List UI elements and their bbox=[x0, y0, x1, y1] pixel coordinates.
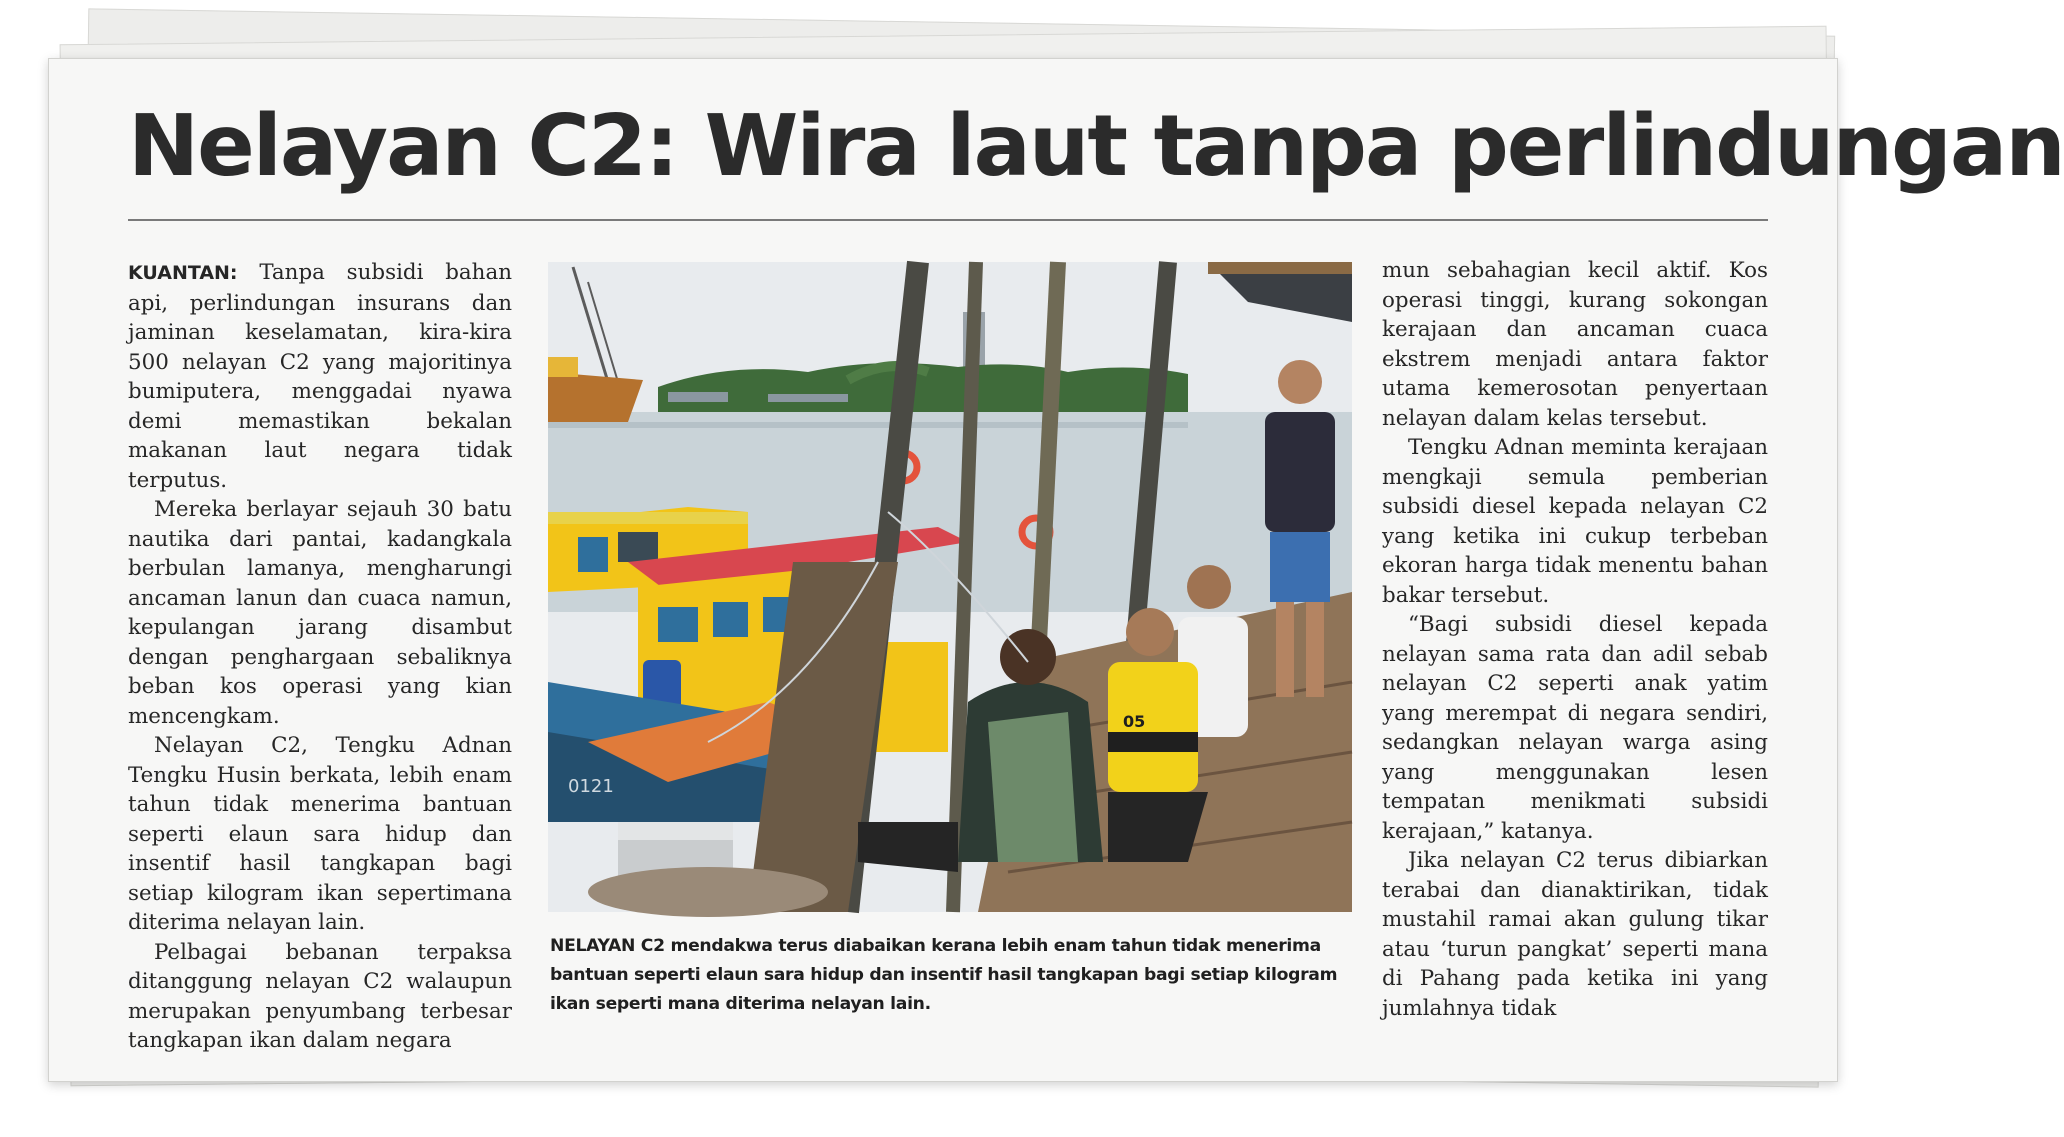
boat-number-text: 0121 bbox=[568, 776, 614, 797]
paragraph: Mereka berlayar sejauh 30 batu nautika dari pantai, kadangkala berbulan lamanya, mengharungi ancaman lanun dan cuaca namun, kepulangan jarang disambut dengan penghargaan sebaliknya beban kos operasi yang kian mencengkam. bbox=[128, 497, 512, 729]
headline: Nelayan C2: Wira laut tanpa perlindungan bbox=[128, 97, 2064, 196]
lead-paragraph bbox=[128, 258, 512, 495]
headline-rule bbox=[128, 219, 1768, 221]
article-left-column bbox=[128, 258, 512, 1053]
article-right-column bbox=[1382, 256, 1768, 1021]
caption-text: mendakwa terus diabaikan kerana lebih enam tahun tidak menerima bantuan seperti elaun sara hidup dan insentif hasil tangkapan bagi setiap kilogram ikan seperti mana diterima nelayan lain. bbox=[550, 936, 1338, 1014]
news-photo-fishermen-jetty bbox=[548, 262, 1352, 912]
dateline: KUANTAN: bbox=[128, 262, 238, 284]
lead-text: Tanpa subsidi bahan api, perlindungan insurans dan jaminan keselamatan, kira-kira 500 nelayan C2 yang majoritinya bumiputera, menggadai nyawa demi memastikan bekalan makanan laut negara tidak terputus. bbox=[128, 260, 512, 493]
photo-caption bbox=[550, 932, 1350, 1019]
shirt-number-text: 05 bbox=[1123, 712, 1146, 731]
caption-lead: NELAYAN C2 bbox=[550, 936, 665, 956]
paragraph: “Bagi subsidi diesel kepada nelayan sama rata dan adil sebab nelayan C2 seperti anak yatim yang merempat di negara sendiri, sedangkan nelayan warga asing yang menggunakan lesen tempatan menikmati subsidi kerajaan,” katanya. bbox=[1382, 612, 1768, 844]
paragraph: Jika nelayan C2 terus dibiarkan terabai dan dianaktirikan, tidak mustahil ramai akan gulung tikar atau ‘turun pangkat’ seperti mana di Pahang pada ketika ini yang jumlahnya tidak bbox=[1382, 848, 1768, 1021]
paragraph: Nelayan C2, Tengku Adnan Tengku Husin berkata, lebih enam tahun tidak menerima bantuan seperti elaun sara hidup dan insentif hasil tangkapan bagi setiap kilogram ikan sepertimana diterima nelayan lain. bbox=[128, 733, 512, 935]
continuation-paragraph: mun sebahagian kecil aktif. Kos operasi tinggi, kurang sokongan kerajaan dan ancaman cuaca ekstrem menjadi antara faktor utama kemerosotan penyertaan nelayan dalam kelas tersebut. bbox=[1382, 258, 1768, 431]
paragraph: Pelbagai bebanan terpaksa ditanggung nelayan C2 walaupun merupakan penyumbang terbesar tangkapan ikan dalam negara bbox=[128, 939, 512, 1053]
paragraph: Tengku Adnan meminta kerajaan mengkaji semula pemberian subsidi diesel kepada nelayan C2 yang ketika ini cukup terbeban ekoran harga tidak menentu bahan bakar tersebut. bbox=[1382, 435, 1768, 608]
